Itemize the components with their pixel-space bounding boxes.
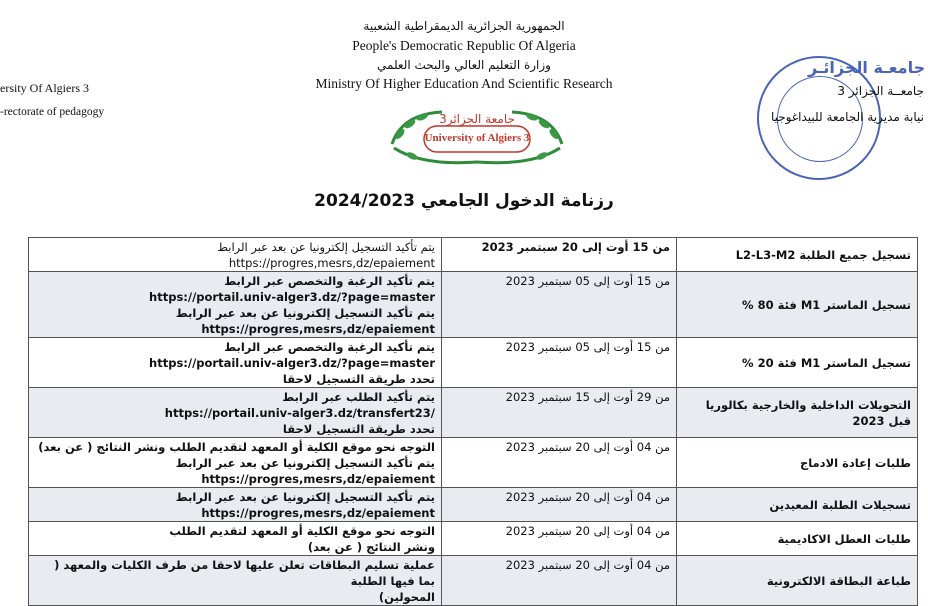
row-period: من 15 أوت إلى 05 سبتمبر 2023 bbox=[442, 338, 677, 388]
table-row bbox=[29, 238, 918, 272]
detail-line: يتم تأكيد التسجيل إلكترونيا عن بعد عبر الرابط bbox=[217, 240, 435, 254]
row-period: من 15 أوت إلى 05 سبتمبر 2023 bbox=[442, 272, 677, 338]
table-row bbox=[29, 388, 918, 438]
left-vice-rectorate: -rectorate of pedagogy bbox=[0, 106, 105, 118]
table-row bbox=[29, 488, 918, 522]
header-en-ministry: Ministry Of Higher Education And Scientific Research bbox=[315, 76, 613, 91]
row-details bbox=[29, 388, 442, 438]
detail-line: تحدد طريقة التسجيل لاحقا bbox=[282, 422, 435, 436]
detail-line: https://portail.univ-alger3.dz/transfert23/ bbox=[164, 406, 435, 420]
left-university-name: ersity Of Algiers 3 bbox=[0, 81, 89, 95]
detail-line: تحدد طريقة التسجيل لاحقا bbox=[282, 372, 435, 386]
table-row bbox=[29, 338, 918, 388]
row-details bbox=[29, 238, 442, 272]
row-label: طباعة البطاقة الالكترونية bbox=[677, 556, 918, 606]
row-period: من 04 أوت إلى 20 سبتمبر 2023 bbox=[442, 522, 677, 556]
detail-line: https://portail.univ-alger3.dz/?page=master bbox=[149, 290, 435, 304]
detail-line: التوجه نحو موقع الكلية أو المعهد لتقديم الطلب ونشر النتائج ( عن بعد) bbox=[38, 440, 435, 454]
detail-line: يتم تأكيد الرغبة والتخصص عبر الرابط bbox=[224, 340, 435, 354]
detail-line: https://progres,mesrs,dz/epaiement bbox=[228, 256, 435, 270]
table-row bbox=[29, 438, 918, 488]
detail-line: https://portail.univ-alger3.dz/?page=master bbox=[149, 356, 435, 370]
row-details bbox=[29, 272, 442, 338]
row-details bbox=[29, 438, 442, 488]
table-row bbox=[29, 522, 918, 556]
logo-en-text: University of Algiers 3 bbox=[424, 132, 530, 144]
detail-line: عملية تسليم البطاقات تعلن عليها لاحقا من طرف الكليات والمعهد ( بما فيها الطلبة bbox=[54, 558, 435, 588]
detail-line: ونشر النتائج ( عن بعد) bbox=[307, 540, 435, 554]
row-label: تسجيل الماستر M1 فئة 20 % bbox=[677, 338, 918, 388]
detail-line: يتم تأكيد الرغبة والتخصص عبر الرابط bbox=[224, 274, 435, 288]
row-period: من 04 أوت إلى 20 سبتمبر 2023 bbox=[442, 556, 677, 606]
detail-line: https://progres,mesrs,dz/epaiement bbox=[201, 506, 435, 520]
row-label: تسجيلات الطلبة المعيدين bbox=[677, 488, 918, 522]
detail-line: يتم تأكيد التسجيل إلكترونيا عن بعد عبر الرابط bbox=[175, 306, 435, 320]
row-label: تسجيل جميع الطلبة L2-L3-M2 bbox=[677, 238, 918, 272]
row-details bbox=[29, 488, 442, 522]
row-details bbox=[29, 338, 442, 388]
right-university-name: جامعــة الجزائر 3 bbox=[837, 84, 924, 98]
page-title: رزنامة الدخول الجامعي 2024/2023 bbox=[314, 191, 614, 211]
table-row bbox=[29, 556, 918, 606]
row-label: طلبات إعادة الادماج bbox=[677, 438, 918, 488]
header-ar-republic: الجمهورية الجزائرية الديمقراطية الشعبية bbox=[363, 19, 565, 33]
detail-line: المحولين) bbox=[378, 590, 435, 604]
row-details bbox=[29, 522, 442, 556]
row-label: طلبات العطل الاكاديمية bbox=[677, 522, 918, 556]
detail-line: يتم تأكيد التسجيل إلكترونيا عن بعد عبر الرابط bbox=[175, 456, 435, 470]
detail-line: يتم تأكيد التسجيل إلكترونيا عن بعد عبر الرابط bbox=[175, 490, 435, 504]
university-logo bbox=[382, 104, 572, 168]
stamp-text: جامعـة الجزائـر bbox=[808, 58, 926, 77]
row-label: تسجيل الماستر M1 فئة 80 % bbox=[677, 272, 918, 338]
detail-line: https://progres,mesrs,dz/epaiement bbox=[201, 322, 435, 336]
detail-line: https://progres,mesrs,dz/epaiement bbox=[201, 472, 435, 486]
row-details bbox=[29, 556, 442, 606]
detail-line: التوجه نحو موقع الكلية أو المعهد لتقديم الطلب bbox=[169, 524, 435, 538]
calendar-table bbox=[28, 237, 918, 606]
table-row bbox=[29, 272, 918, 338]
row-label: التحويلات الداخلية والخارجية بكالوريا قبل 2023 bbox=[677, 388, 918, 438]
row-period: من 04 أوت إلى 20 سبتمبر 2023 bbox=[442, 438, 677, 488]
header-ar-ministry: وزارة التعليم العالي والبحث العلمي bbox=[377, 58, 551, 72]
row-period: من 15 أوت إلى 20 سبتمبر 2023 bbox=[442, 238, 677, 272]
row-period: من 29 أوت إلى 15 سبتمبر 2023 bbox=[442, 388, 677, 438]
detail-line: يتم تأكيد الطلب عبر الرابط bbox=[282, 390, 435, 404]
right-vice-rectorate: نيابة مديرية الجامعة للبيداغوجيا bbox=[770, 110, 924, 124]
logo-ar-text: جامعة الجزائر3 bbox=[439, 112, 515, 126]
row-period: من 04 أوت إلى 20 سبتمبر 2023 bbox=[442, 488, 677, 522]
header-en-republic: People's Democratic Republic Of Algeria bbox=[352, 38, 576, 53]
